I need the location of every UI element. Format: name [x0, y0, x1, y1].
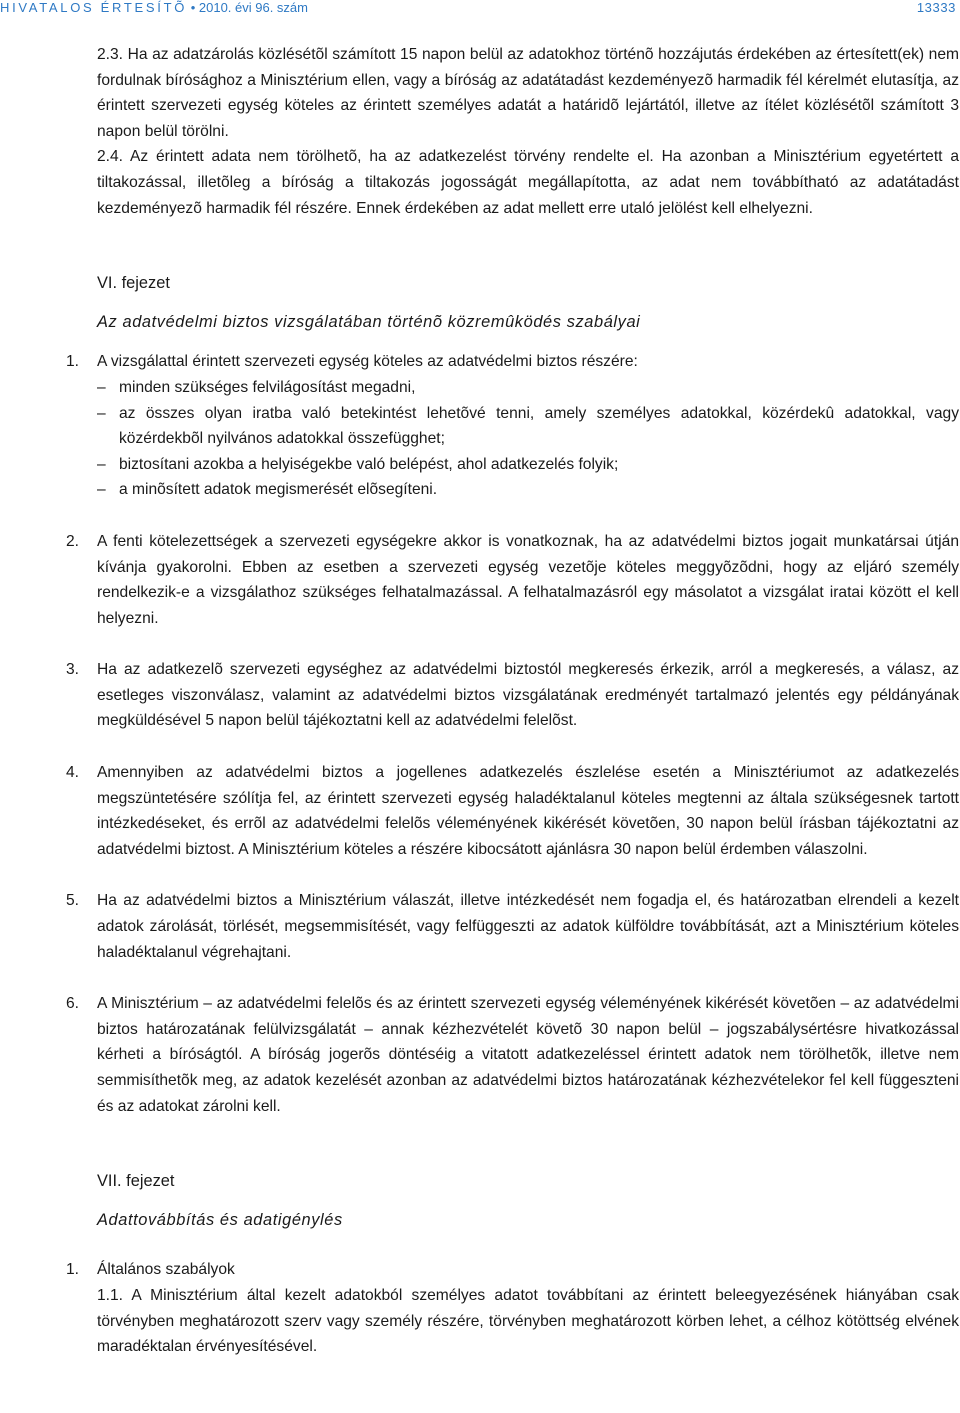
- item-text: A vizsgálattal érintett szervezeti egység köteles az adatvédelmi biztos részére:: [97, 353, 638, 371]
- item-text: Általános szabályok: [97, 1261, 235, 1279]
- item-number: 4.: [66, 764, 80, 782]
- dash-item: [97, 401, 959, 452]
- item-number: 1.: [66, 1261, 80, 1279]
- item-text: Amennyiben az adatvédelmi biztos a jogellenes adatkezelés észlelése esetén a Minisztériumot az adatkezelés megszüntetésére szólítja fel, az érintett szervezeti egység haladéktalanul köteles megtenni az általa szükségesnek tartott intézkedéseket, és errõl az adatvédelmi felelõs véleményének kikérését követõen, 30 napon belül írásban tájékoztatni az adatvédelmi biztost. A Minisztérium köteles a részére kibocsátott ajánlásra 30 napon belül érdemben válaszolni.: [97, 764, 959, 858]
- dash-item-text: a minõsített adatok megismerését elõsegíteni.: [119, 481, 438, 499]
- item-text: Ha az adatvédelmi biztos a Minisztérium válaszát, illetve intézkedését nem fogadja el, és határozatban elrendeli a kezelt adatok zárolását, törlését, megsemmisítését, vagy felfüggeszti az adatok külföldre továbbítását, azt a Minisztérium köteles haladéktalanul végrehajtani.: [97, 892, 959, 961]
- journal-header: [0, 0, 308, 16]
- chapter-7-item-1: [66, 1257, 959, 1283]
- paragraph-1-1: 1.1. A Minisztérium által kezelt adatokból személyes adatot továbbítani az érintett beleegyezésének hiányában csak törvényben meghatározott szerv vagy személy részére, törvényben meghatározott körben lehet, a célhoz kötöttség elvének maradéktalan érvényesítésével.: [97, 1286, 959, 1356]
- issue-label: 2010. évi 96. szám: [198, 0, 308, 15]
- item-text: A Minisztérium – az adatvédelmi felelõs és az érintett szervezeti egység véleményének kikérését követõen – az adatvédelmi biztos határozatának felülvizsgálatát – annak kézhezvételét követõ 30 napon belül – jogszabálysértésre hivatkozással kérheti a bíróságtól. A bíróság jogerõs döntéséig a vitatott adatkezeléssel érintett adatok nem törölhetõk, illetve nem semmisíthetõk meg, az adatok kezelését azonban az adatvédelmi biztos határozatának kézhezvételekor fel kell függeszteni és az adatokat zárolni kell.: [97, 995, 959, 1115]
- item-text: Ha az adatkezelõ szervezeti egységhez az adatvédelmi biztostól megkeresés érkezik, arról a megkeresés, a válasz, az esetleges viszonválasz, valamint az adatvédelmi biztos vizsgálatának eredményét tartalmazó jelentés egy példányának megküldésével 5 napon belül tájékoztatni kell az adatvédelmi felelõst.: [97, 661, 959, 730]
- item-number: 6.: [66, 995, 80, 1013]
- chapter-7-heading: VII. fejezet: [97, 1172, 175, 1191]
- page-header: [0, 0, 960, 16]
- chapter-6-title: Az adatvédelmi biztos vizsgálatában történõ közremûködés szabályai: [97, 312, 641, 331]
- dash-item-text: az összes olyan iratba való betekintést lehetõvé tenni, amely személyes adatokkal, közérdekû adatokkal, vagy közérdekbõl nyilvános adatokkal összefügghet;: [119, 404, 959, 448]
- journal-title: HIVATALOS ÉRTESÍTÕ: [0, 0, 188, 15]
- chapter-6-item-5: [66, 888, 959, 965]
- dash-item: [97, 477, 959, 503]
- dash-item: [97, 452, 959, 478]
- paragraph-2-4: 2.4. Az érintett adata nem törölhetõ, ha az adatkezelést törvény rendelte el. Ha azonban a Minisztérium egyetértett a tiltakozással, illetõleg a bíróság a tiltakozás jogosságát megállapította, az adat nem továbbítható az adatátadást kezdeményezõ harmadik fél részére. Ennek érdekében az adat mellett erre utaló jelölést kell elhelyezni.: [97, 148, 959, 217]
- dash-item-text: minden szükséges felvilágosítást megadni,: [119, 378, 416, 396]
- item-number: 5.: [66, 892, 80, 910]
- dash-item-text: biztosítani azokba a helyiségekbe való belépést, ahol adatkezelés folyik;: [119, 455, 619, 473]
- document-body: [66, 42, 959, 1360]
- dash-item: [97, 375, 959, 401]
- chapter-6-item-4: [66, 760, 959, 862]
- chapter-6-item-1: [66, 349, 959, 375]
- paragraph-2-3: 2.3. Ha az adatzárolás közlésétõl számított 15 napon belül az adatokhoz történõ hozzájutás érdekében az értesített(ek) nem fordulnak bírósághoz a Minisztérium ellen, vagy a bíróság az adatátadást kezdeményezõ harmadik fél kérelmét elutasítja, az érintett szervezeti egység köteles az érintett személyes adatát a határidõ lejártától, illetve az ítélet közlésétõl számított 3 napon belül törölni.: [97, 46, 959, 140]
- item-number: 3.: [66, 661, 80, 679]
- dash-bullet: –: [97, 378, 106, 396]
- chapter-6-item-3: [66, 657, 959, 734]
- chapter-6-heading: VI. fejezet: [97, 274, 170, 293]
- dash-bullet: –: [97, 404, 106, 422]
- chapter-7-title: Adattovábbítás és adatigénylés: [97, 1210, 343, 1229]
- chapter-6-item-6: [66, 991, 959, 1119]
- dash-bullet: –: [97, 455, 106, 473]
- dash-bullet: –: [97, 481, 106, 499]
- item-number: 2.: [66, 532, 80, 550]
- item-number: 1.: [66, 353, 80, 371]
- chapter-6-item-2: [66, 529, 959, 631]
- header-bullet: •: [190, 0, 196, 15]
- item-text: A fenti kötelezettségek a szervezeti egységekre akkor is vonatkoznak, ha az adatvédelmi biztos jogait munkatársai útján kívánja gyakorolni. Ebben az esetben a szervezeti egység vezetõje köteles meggyõzõdni, hogy az eljáró személy rendelkezik-e a vizsgálathoz szükséges felhatalmazással. A felhatalmazásról egy másolatot a vizsgálat iratai között el kell helyezni.: [97, 532, 959, 627]
- page-number: 13333: [916, 0, 956, 15]
